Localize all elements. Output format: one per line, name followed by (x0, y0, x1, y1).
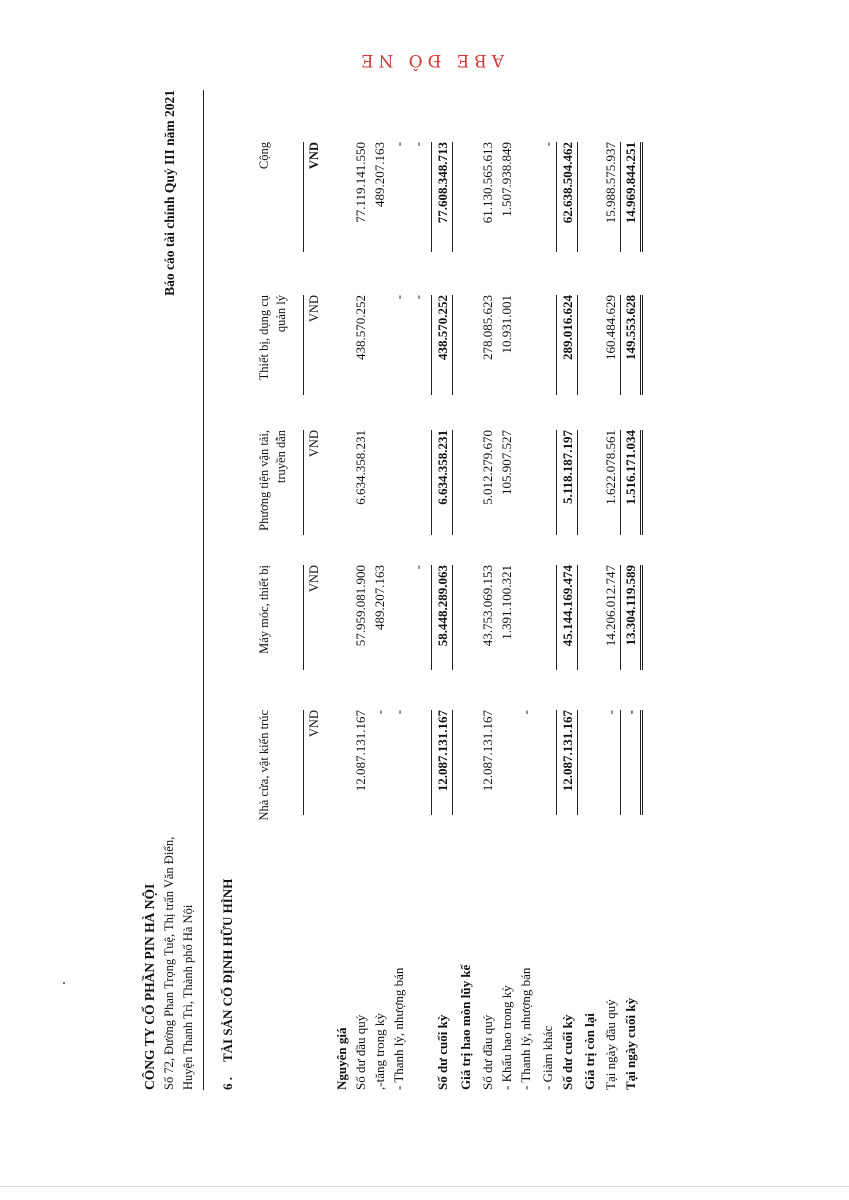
row-label: Nguyên giá (334, 1027, 349, 1090)
column-header: Nhà cửa, vật kiến trúc (257, 710, 271, 821)
final-double-rule (640, 710, 643, 815)
table-cell: 1.516.171.034 (623, 430, 638, 505)
final-top-rule (620, 142, 621, 252)
subtotal-bottom-rule (452, 565, 453, 670)
subtotal-top-rule (431, 430, 432, 535)
row-label: Giá trị còn lại (582, 1013, 597, 1090)
table-cell: 45.144.169.474 (560, 565, 575, 647)
row-label: - Thanh lý, nhượng bán (391, 967, 406, 1090)
table-cell: 13.304.119.589 (623, 565, 638, 646)
table-cell: 14.206.012.747 (603, 565, 618, 647)
table-cell: 58.448.289.063 (435, 565, 450, 647)
table-cell: 160.484.629 (603, 295, 618, 360)
subtotal-top-rule (556, 142, 557, 252)
table-cell: 1.622.078.561 (603, 430, 618, 505)
table-cell: 57.959.081.900 (353, 565, 368, 647)
row-label: - Giảm khác (540, 1025, 555, 1090)
row-label: Số dư cuối kỳ (435, 1014, 450, 1090)
table-cell: - (391, 710, 406, 715)
column-header: Thiết bị, dụng cụ quản lý (257, 295, 288, 381)
table-cell: 62.638.504.462 (560, 142, 575, 224)
table-cell: 278.085.623 (480, 295, 495, 360)
row-label: - Thanh lý, nhượng bán (518, 967, 533, 1090)
row-label: - Khấu hao trong kỳ (499, 985, 514, 1090)
table-cell: 438.570.252 (435, 295, 450, 360)
header-divider (203, 90, 204, 1090)
table-cell: - (540, 142, 555, 147)
column-unit: VND (307, 710, 321, 738)
subtotal-top-rule (556, 710, 557, 815)
subtotal-bottom-rule (452, 430, 453, 535)
subtotal-bottom-rule (452, 142, 453, 252)
table-cell: 12.087.131.167 (480, 710, 495, 792)
final-double-rule (640, 295, 643, 395)
subtotal-bottom-rule (452, 295, 453, 395)
final-top-rule (620, 565, 621, 670)
section-title: TÀI SẢN CỐ ĐỊNH HỮU HÌNH (220, 878, 235, 1062)
subtotal-bottom-rule (577, 142, 578, 252)
final-top-rule (620, 430, 621, 535)
final-double-rule (640, 565, 643, 670)
subtotal-top-rule (556, 565, 557, 670)
company-address-line1: Số 72, Đường Phan Trọng Tuệ, Thị trấn Văn Điển, (162, 836, 176, 1090)
table-cell: 15.988.575.937 (603, 142, 618, 224)
table-cell: 5.118.187.197 (560, 430, 575, 505)
table-cell: 12.087.131.167 (353, 710, 368, 792)
table-cell: 10.931.001 (499, 295, 514, 354)
row-label: ,-tăng trong kỳ (372, 1013, 387, 1090)
final-top-rule (620, 710, 621, 815)
column-unit-rule (303, 710, 304, 815)
table-cell: - (603, 710, 618, 715)
company-address-line2: Huyện Thanh Trì, Thành phố Hà Nội (181, 904, 195, 1090)
column-header: Cộng (257, 142, 271, 170)
table-cell: 43.753.069.153 (480, 565, 495, 647)
row-label: Tại ngày cuối kỳ (623, 997, 638, 1090)
table-cell: - (410, 295, 425, 300)
subtotal-bottom-rule (577, 565, 578, 670)
subtotal-bottom-rule (577, 710, 578, 815)
column-unit-rule (303, 142, 304, 252)
table-cell: 5.012.279.670 (480, 430, 495, 505)
subtotal-top-rule (431, 142, 432, 252)
row-label: Giá trị hao mòn lũy kế (458, 964, 473, 1090)
table-cell: 12.087.131.167 (560, 710, 575, 792)
subtotal-top-rule (431, 565, 432, 670)
table-cell: 438.570.252 (353, 295, 368, 360)
section-number: 6 . (220, 1077, 235, 1090)
rotated-report-sheet (120, 90, 840, 1090)
table-cell: 77.608.348.713 (435, 142, 450, 224)
red-stamp-mark: ABE ĐÔ NE (356, 50, 504, 70)
column-unit-rule (303, 565, 304, 670)
company-name: CÔNG TY CỔ PHẦN PIN HÀ NỘI (142, 883, 157, 1090)
row-label: Số dư cuối kỳ (560, 1014, 575, 1090)
subtotal-top-rule (431, 710, 432, 815)
column-header: Phương tiện vận tải, truyền dẫn (257, 430, 288, 531)
scan-speck (63, 982, 65, 984)
column-unit: VND (307, 430, 321, 458)
table-cell: - (518, 710, 533, 715)
table-cell: 1.391.100.321 (499, 565, 514, 640)
report-title: Báo cáo tài chính Quý III năm 2021 (162, 90, 177, 296)
row-label: Tại ngày đầu quý (603, 999, 618, 1090)
final-double-rule (640, 142, 643, 252)
column-unit: VND (307, 142, 321, 170)
column-unit-rule (303, 430, 304, 535)
table-cell: 289.016.624 (560, 295, 575, 360)
final-top-rule (620, 295, 621, 395)
table-cell: 12.087.131.167 (435, 710, 450, 792)
final-double-rule (640, 430, 643, 535)
table-cell: 489.207.163 (372, 565, 387, 630)
page-bottom-rule (0, 1186, 849, 1187)
row-label: Số dư đầu quý (353, 1014, 368, 1090)
table-cell: 14.969.844.251 (623, 142, 638, 224)
table-cell: - (410, 142, 425, 147)
subtotal-top-rule (556, 295, 557, 395)
subtotal-top-rule (431, 295, 432, 395)
subtotal-top-rule (556, 430, 557, 535)
table-cell: - (391, 142, 406, 147)
table-cell: - (623, 710, 638, 715)
table-cell: 77.119.141.550 (353, 142, 368, 223)
subtotal-bottom-rule (577, 295, 578, 395)
table-cell: 61.130.565.613 (480, 142, 495, 224)
table-cell: - (391, 295, 406, 300)
table-cell: 6.634.358.231 (353, 430, 368, 505)
table-cell: 6.634.358.231 (435, 430, 450, 505)
table-cell: 1.507.938.849 (499, 142, 514, 217)
table-cell: - (372, 710, 387, 715)
table-cell: 149.553.628 (623, 295, 638, 360)
table-cell: 105.907.527 (499, 430, 514, 495)
subtotal-bottom-rule (577, 430, 578, 535)
subtotal-bottom-rule (452, 710, 453, 815)
column-header: Máy móc, thiết bị (257, 565, 271, 654)
table-cell: 489.207.163 (372, 142, 387, 207)
row-label: Số dư đầu quý (480, 1014, 495, 1090)
column-unit: VND (307, 295, 321, 323)
column-unit-rule (303, 295, 304, 395)
column-unit: VND (307, 565, 321, 593)
table-cell: - (410, 565, 425, 570)
